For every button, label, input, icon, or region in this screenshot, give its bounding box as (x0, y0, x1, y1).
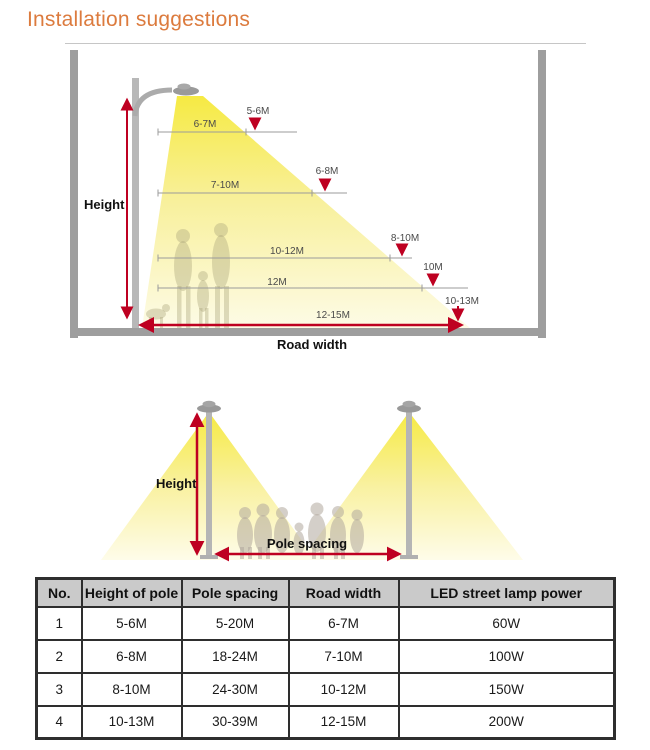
cell-no: 1 (37, 607, 82, 640)
page-title: Installation suggestions (27, 8, 251, 31)
header-road-width: Road width (289, 579, 399, 607)
pointer-label-6-8m: 6-8M (315, 166, 339, 177)
specification-table (35, 577, 616, 740)
table-row (37, 607, 615, 640)
header-pole-spacing: Pole spacing (182, 579, 289, 607)
pointer-label-5-6m: 5-6M (246, 106, 270, 117)
width-label-7-10m: 7-10M (210, 180, 240, 191)
cell-pole-height: 5-6M (82, 607, 182, 640)
cell-pole-spacing: 5-20M (182, 607, 289, 640)
cell-road-width: 10-12M (289, 673, 399, 706)
left-pole-base (200, 555, 218, 559)
right-lamp-head-top (403, 401, 416, 407)
cell-no: 3 (37, 673, 82, 706)
pointer-label-10-13m: 10-13M (445, 296, 479, 307)
cell-lamp-power: 150W (399, 673, 615, 706)
height-label: Height (84, 197, 125, 212)
cell-no: 4 (37, 706, 82, 739)
road-width-label: Road width (276, 337, 348, 352)
header-no: No. (37, 579, 82, 607)
frame-ground (70, 328, 546, 336)
left-lamp-head-top (203, 401, 216, 407)
frame-right-wall (538, 50, 546, 338)
cell-pole-spacing: 24-30M (182, 673, 289, 706)
table-row (37, 706, 615, 739)
right-pole-base (400, 555, 418, 559)
table-row (37, 673, 615, 706)
table-row (37, 640, 615, 673)
cell-lamp-power: 100W (399, 640, 615, 673)
frame-left-wall (70, 50, 78, 338)
cell-no: 2 (37, 640, 82, 673)
width-label-12m: 12M (267, 277, 287, 288)
table-header-row (37, 579, 615, 607)
pole-spacing-diagram (0, 395, 650, 570)
cell-lamp-power: 200W (399, 706, 615, 739)
cell-pole-spacing: 18-24M (182, 640, 289, 673)
left-pole (206, 410, 212, 558)
lamp-head-top (178, 84, 191, 90)
right-pole (406, 410, 412, 558)
cell-road-width: 12-15M (289, 706, 399, 739)
cell-pole-spacing: 30-39M (182, 706, 289, 739)
cell-road-width: 7-10M (289, 640, 399, 673)
pointer-label-8-10m: 8-10M (390, 233, 420, 244)
pointer-label-10m: 10M (423, 262, 443, 273)
cell-road-width: 6-7M (289, 607, 399, 640)
header-lamp-power: LED street lamp power (399, 579, 615, 607)
light-beam (142, 96, 470, 328)
header-pole-height: Height of pole (82, 579, 182, 607)
cell-pole-height: 8-10M (82, 673, 182, 706)
height-label: Height (156, 476, 197, 491)
width-label-10-12m: 10-12M (270, 246, 304, 257)
lamp-arm (135, 90, 172, 116)
pole-spacing-label: Pole spacing (266, 536, 348, 551)
width-label-12-15m: 12-15M (316, 310, 350, 321)
road-width-diagram (0, 38, 650, 358)
width-label-6-7m: 6-7M (193, 119, 217, 130)
cell-pole-height: 10-13M (82, 706, 182, 739)
cell-lamp-power: 60W (399, 607, 615, 640)
cell-pole-height: 6-8M (82, 640, 182, 673)
